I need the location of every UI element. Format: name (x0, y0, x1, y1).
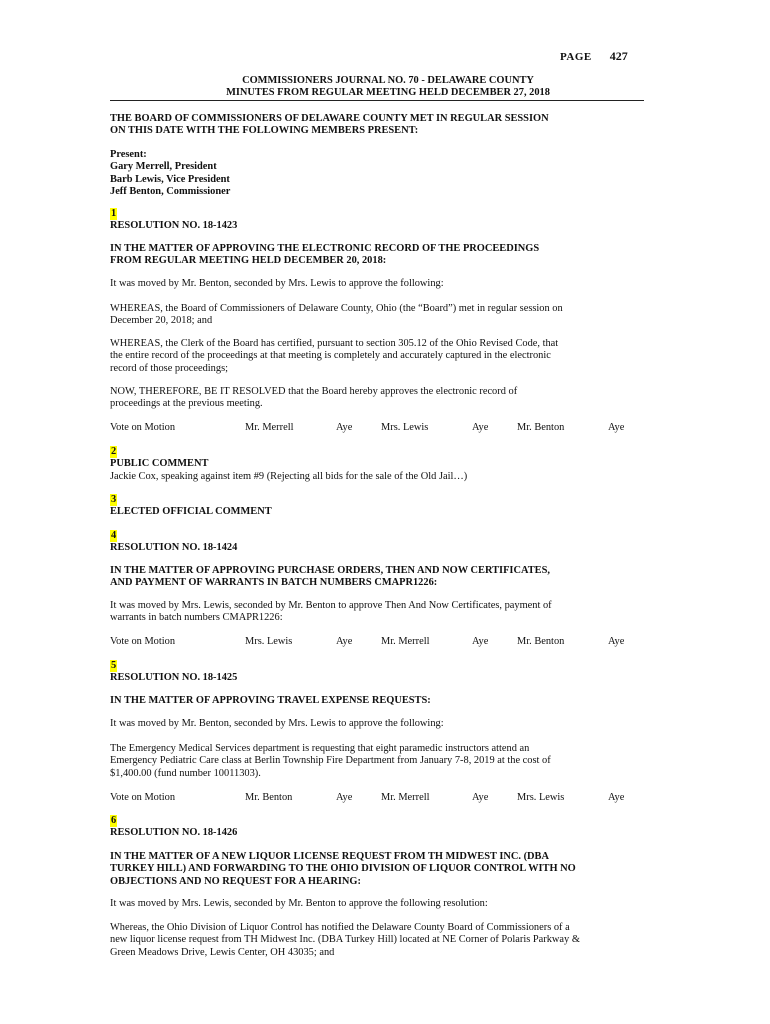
vote-row (110, 636, 670, 649)
title-line: IN THE MATTER OF APPROVING PURCHASE ORDERS, THEN AND NOW CERTIFICATES, (110, 565, 550, 576)
vote-member: Mr. Benton (517, 422, 565, 433)
text-line: Emergency Pediatric Care class at Berlin Township Fire Department from January 7-8, 2019 at the cost of (110, 755, 551, 767)
title-line: OBJECTIONS AND NO REQUEST FOR A HEARING: (110, 875, 361, 887)
vote-row (110, 422, 670, 435)
item-6 (110, 815, 670, 840)
item-1-moved: It was moved by Mr. Benton, seconded by Mrs. Lewis to approve the following: (110, 278, 444, 289)
item-number: 3 (111, 494, 117, 505)
section-heading: PUBLIC COMMENT (110, 458, 209, 470)
intro-line-2: ON THIS DATE WITH THE FOLLOWING MEMBERS PRESENT: (110, 125, 419, 137)
item-2 (110, 446, 670, 483)
journal-title (110, 75, 666, 100)
intro-line-1: THE BOARD OF COMMISSIONERS OF DELAWARE COUNTY MET IN REGULAR SESSION (110, 113, 549, 124)
text-line: NOW, THEREFORE, BE IT RESOLVED that the Board hereby approves the electronic record of (110, 386, 518, 397)
vote-value: Aye (336, 636, 353, 647)
vote-value: Aye (608, 422, 625, 433)
resolution-number: RESOLUTION NO. 18-1423 (110, 220, 238, 232)
text-line: It was moved by Mrs. Lewis, seconded by Mr. Benton to approve Then And Now Certificates, payment of (110, 600, 552, 611)
vote-member: Mr. Merrell (381, 636, 430, 647)
intro-statement (110, 113, 670, 138)
vote-member: Mr. Merrell (381, 792, 430, 803)
resolution-number: RESOLUTION NO. 18-1426 (110, 827, 238, 839)
text-line: $1,400.00 (fund number 10011303). (110, 767, 261, 779)
vote-value: Aye (336, 792, 353, 803)
item-4-moved (110, 600, 670, 625)
vote-value: Aye (472, 422, 489, 433)
page-label: PAGE (560, 51, 592, 63)
vote-value: Aye (336, 422, 353, 433)
page-number: 427 (609, 49, 628, 63)
member-item: Barb Lewis, Vice President (110, 173, 230, 185)
item-3 (110, 494, 670, 519)
title-line: IN THE MATTER OF A NEW LIQUOR LICENSE REQUEST FROM TH MIDWEST INC. (DBA (110, 851, 549, 862)
text-line: The Emergency Medical Services department is requesting that eight paramedic instructors attend an (110, 743, 530, 754)
text-line: the entire record of the proceedings at that meeting is completely and accurately captured in the electronic (110, 350, 551, 362)
section-heading: ELECTED OFFICIAL COMMENT (110, 506, 272, 518)
text-line: proceedings at the previous meeting. (110, 398, 263, 410)
public-comment-text: Jackie Cox, speaking against item #9 (Rejecting all bids for the sale of the Old Jail…) (110, 470, 468, 482)
text-line: new liquor license request from TH Midwest Inc. (DBA Turkey Hill) located at NE Corner of Polaris Parkway & (110, 934, 580, 946)
vote-label: Vote on Motion (110, 792, 176, 803)
item-1-whereas-2 (110, 338, 670, 375)
title-line: IN THE MATTER OF APPROVING THE ELECTRONIC RECORD OF THE PROCEEDINGS (110, 243, 540, 254)
header-rule (110, 100, 644, 101)
vote-value: Aye (608, 636, 625, 647)
vote-value: Aye (472, 792, 489, 803)
vote-value: Aye (608, 792, 625, 803)
vote-member: Mr. Merrell (245, 422, 294, 433)
item-6-title (110, 851, 670, 888)
vote-member: Mrs. Lewis (381, 422, 429, 433)
text-line: record of those proceedings; (110, 362, 229, 374)
item-1-resolved (110, 386, 670, 411)
item-5-request (110, 743, 670, 780)
resolution-number: RESOLUTION NO. 18-1424 (110, 542, 238, 554)
item-number: 6 (111, 815, 117, 826)
title-line: TURKEY HILL) AND FORWARDING TO THE OHIO DIVISION OF LIQUOR CONTROL WITH NO (110, 863, 576, 875)
item-number: 5 (111, 660, 117, 671)
page-header (560, 50, 628, 63)
member-item: Jeff Benton, Commissioner (110, 186, 231, 198)
member-item: Gary Merrell, President (110, 161, 217, 173)
journal-line-1: COMMISSIONERS JOURNAL NO. 70 - DELAWARE COUNTY (242, 75, 534, 86)
item-6-whereas (110, 922, 670, 959)
vote-value: Aye (472, 636, 489, 647)
vote-row (110, 792, 670, 805)
members-present (110, 149, 670, 199)
text-line: WHEREAS, the Board of Commissioners of Delaware County, Ohio (the “Board”) met in regular session on (110, 303, 563, 314)
item-4 (110, 530, 670, 555)
item-5-title: IN THE MATTER OF APPROVING TRAVEL EXPENSE REQUESTS: (110, 695, 431, 706)
item-5 (110, 660, 670, 685)
item-number: 1 (111, 208, 117, 219)
journal-line-2: MINUTES FROM REGULAR MEETING HELD DECEMBER 27, 2018 (226, 87, 550, 99)
text-line: December 20, 2018; and (110, 315, 213, 327)
title-line: AND PAYMENT OF WARRANTS IN BATCH NUMBERS CMAPR1226: (110, 577, 438, 589)
item-1-title (110, 243, 670, 268)
item-4-title (110, 565, 670, 590)
title-line: FROM REGULAR MEETING HELD DECEMBER 20, 2018: (110, 255, 387, 267)
text-line: warrants in batch numbers CMAPR1226: (110, 612, 283, 624)
present-label: Present: (110, 149, 147, 160)
vote-member: Mrs. Lewis (517, 792, 565, 803)
item-number: 4 (111, 530, 117, 541)
item-1 (110, 208, 670, 233)
vote-member: Mrs. Lewis (245, 636, 293, 647)
text-line: Green Meadows Drive, Lewis Center, OH 43035; and (110, 946, 335, 958)
item-1-whereas-1 (110, 303, 670, 328)
vote-member: Mr. Benton (517, 636, 565, 647)
item-number: 2 (111, 446, 117, 457)
item-5-moved: It was moved by Mr. Benton, seconded by Mrs. Lewis to approve the following: (110, 718, 444, 729)
resolution-number: RESOLUTION NO. 18-1425 (110, 672, 238, 684)
vote-member: Mr. Benton (245, 792, 293, 803)
vote-label: Vote on Motion (110, 422, 176, 433)
text-line: Whereas, the Ohio Division of Liquor Control has notified the Delaware County Board of Commissioners of a (110, 922, 570, 933)
text-line: WHEREAS, the Clerk of the Board has certified, pursuant to section 305.12 of the Ohio Revised Code, that (110, 338, 559, 349)
item-6-moved: It was moved by Mrs. Lewis, seconded by Mr. Benton to approve the following resolution: (110, 898, 488, 909)
vote-label: Vote on Motion (110, 636, 176, 647)
